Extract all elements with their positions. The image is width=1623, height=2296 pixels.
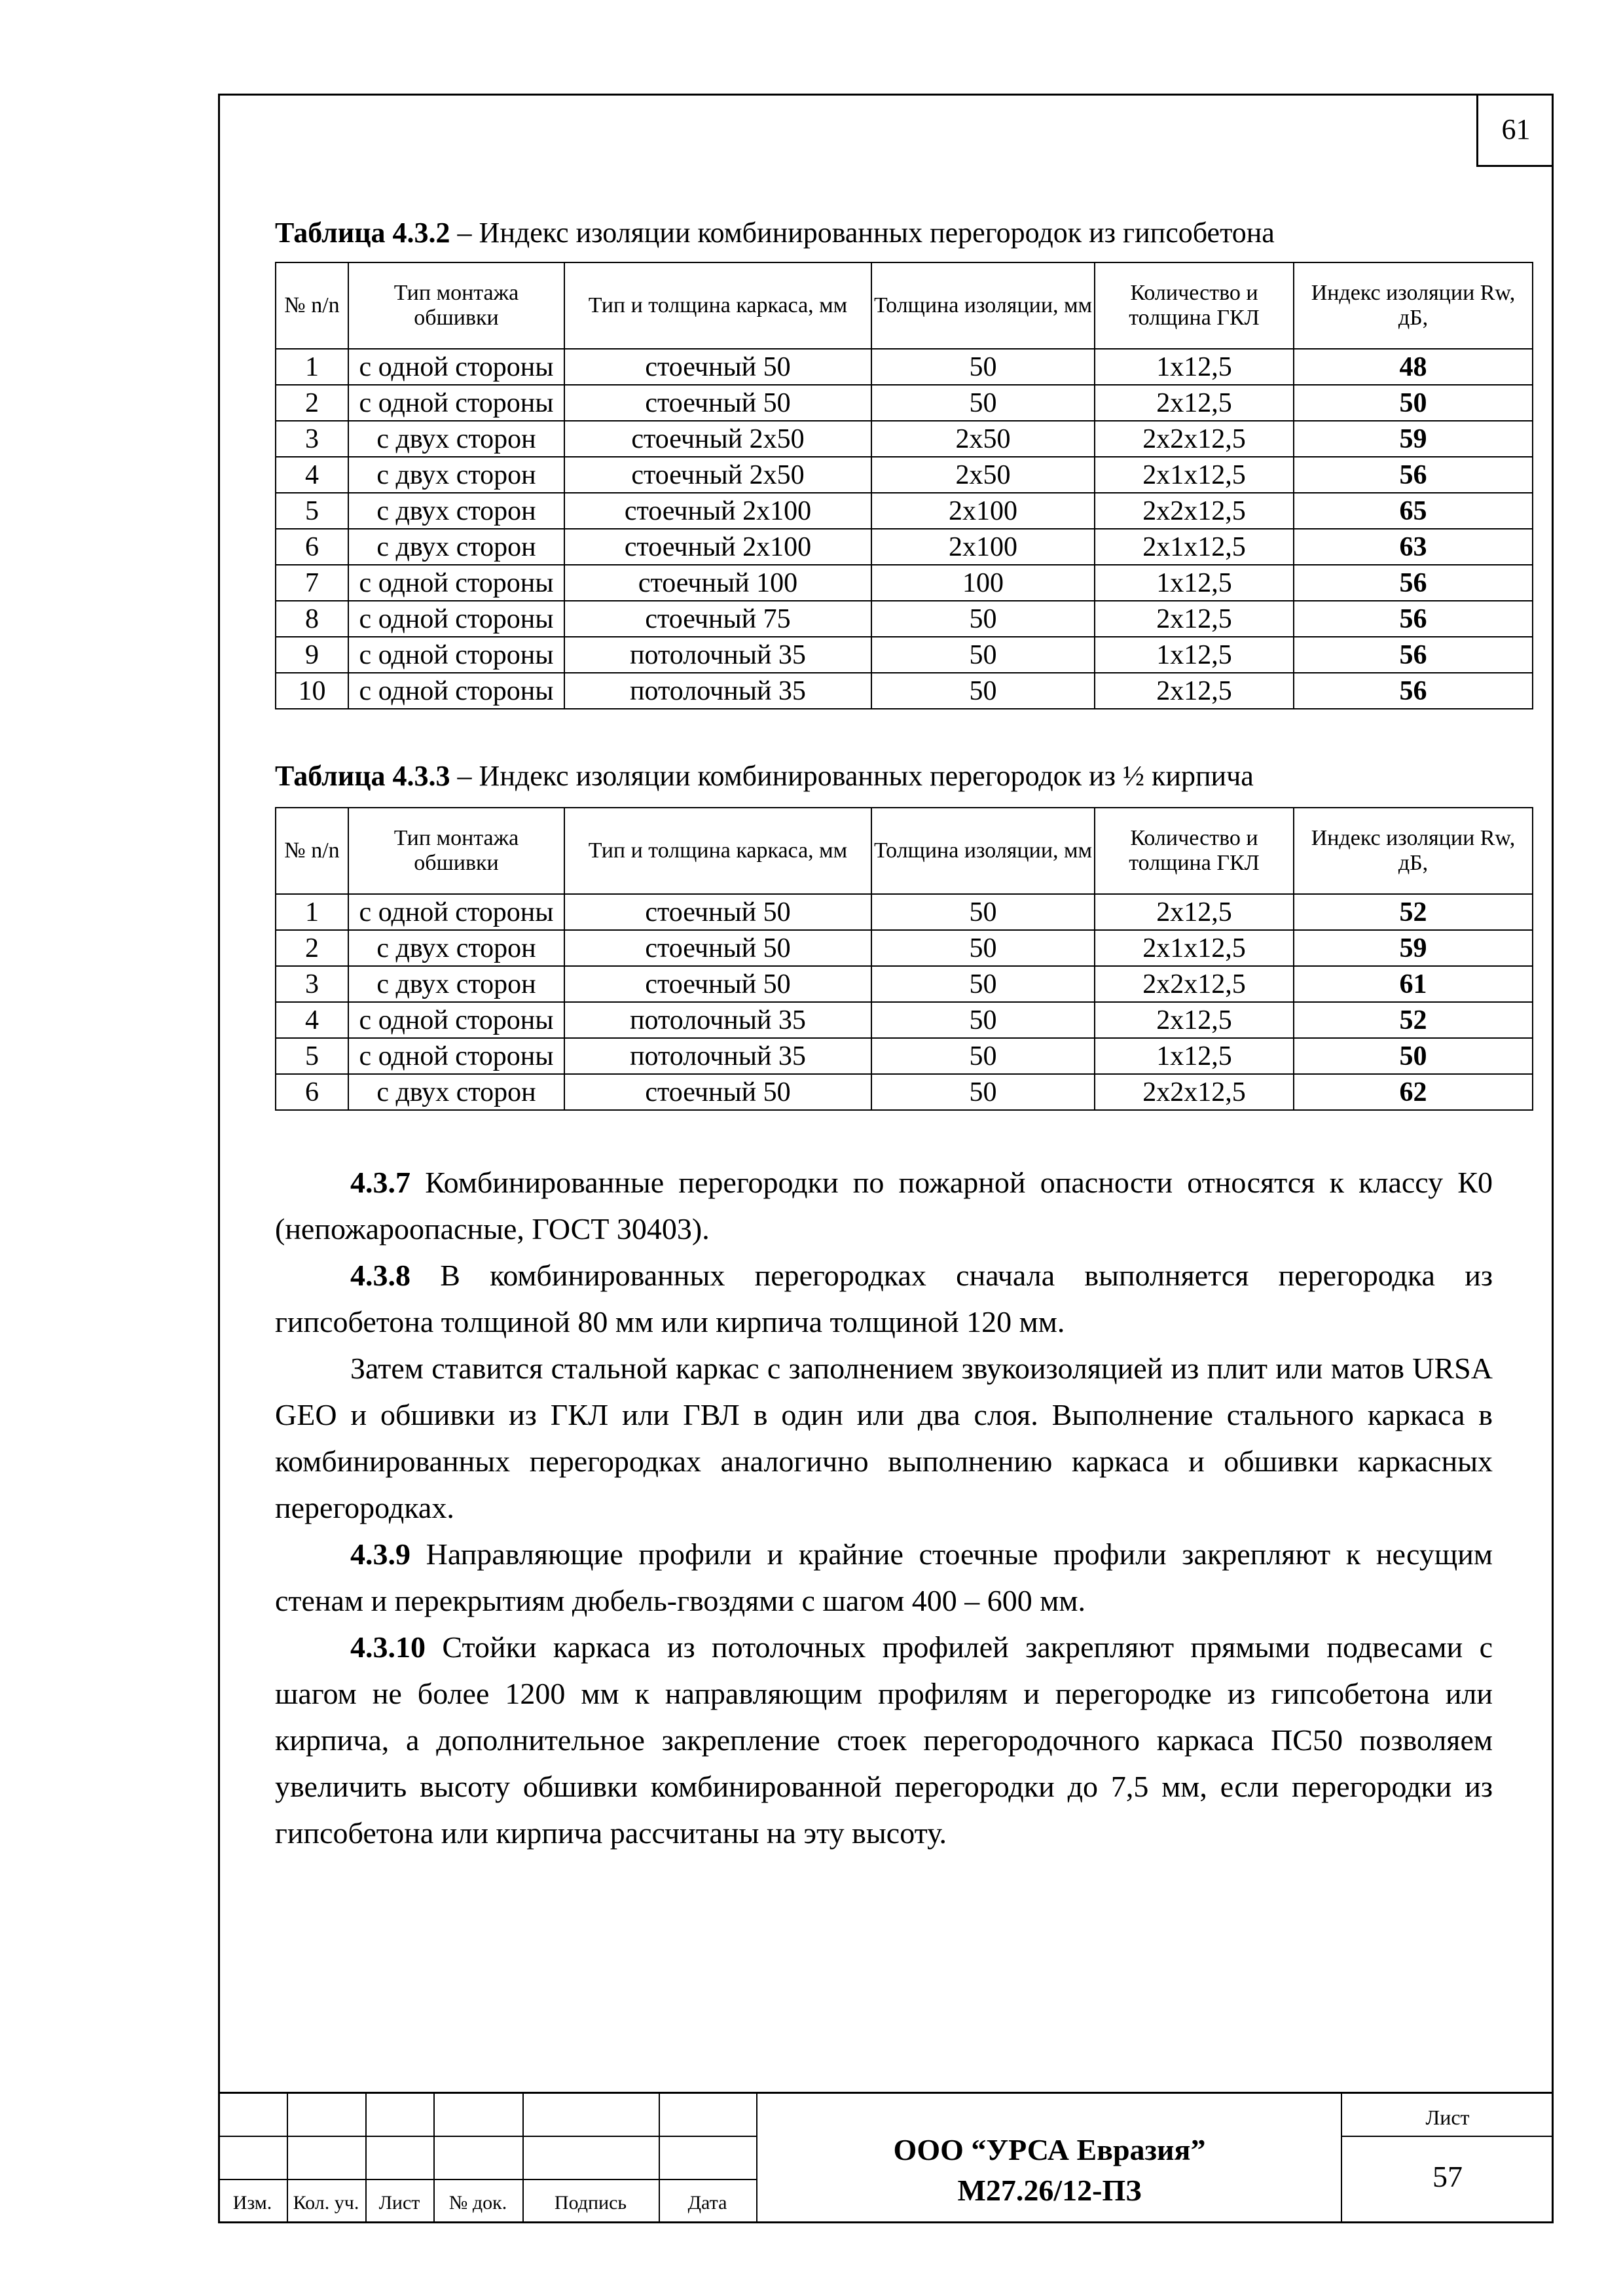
table-cell: с одной стороны	[348, 1002, 564, 1038]
table-cell: с одной стороны	[348, 385, 564, 421]
paragraph-number: 4.3.9	[350, 1537, 410, 1571]
table-row	[276, 1074, 1533, 1110]
table-row	[276, 385, 1533, 421]
table-cell: 50	[871, 930, 1095, 966]
table-cell: 2х2х12,5	[1095, 966, 1294, 1002]
table-caption-2	[275, 759, 1519, 793]
table-cell: 50	[871, 894, 1095, 930]
table-cell: 1х12,5	[1095, 349, 1294, 385]
table-cell: 2х1х12,5	[1095, 529, 1294, 565]
table-cell: 50	[871, 349, 1095, 385]
column-header: Тип и толщина каркаса, мм	[564, 808, 871, 894]
table-cell: 1	[276, 894, 348, 930]
table-cell: 50	[871, 601, 1095, 637]
table-row	[276, 421, 1533, 457]
table-cell: с одной стороны	[348, 673, 564, 709]
table-caption-2-text: – Индекс изоляции комбинированных перегородок из ½ кирпича	[450, 760, 1254, 792]
table-cell: 2х12,5	[1095, 385, 1294, 421]
table-row	[276, 349, 1533, 385]
table-cell: стоечный 50	[564, 1074, 871, 1110]
column-header: Количество и толщина ГКЛ	[1095, 262, 1294, 349]
column-header: Индекс изоляции Rw, дБ,	[1294, 262, 1533, 349]
company-name: ООО “УРСА Евразия”	[893, 2133, 1206, 2166]
table-cell: 1	[276, 349, 348, 385]
table-cell: потолочный 35	[564, 673, 871, 709]
company-block	[758, 2130, 1341, 2211]
paragraph-4-3-8	[275, 1252, 1493, 1345]
table-cell: стоечный 50	[564, 930, 871, 966]
paragraph-number: 4.3.8	[350, 1259, 410, 1292]
table-cell: 50	[871, 1038, 1095, 1074]
column-header: Тип монтажа обшивки	[348, 262, 564, 349]
table-cell: стоечный 2х100	[564, 529, 871, 565]
table-row	[276, 1038, 1533, 1074]
column-header: Индекс изоляции Rw, дБ,	[1294, 808, 1533, 894]
table-cell: 50	[871, 673, 1095, 709]
table-cell: 2х2х12,5	[1095, 421, 1294, 457]
paragraph-number: 4.3.10	[350, 1630, 426, 1664]
paragraph-4-3-7	[275, 1159, 1493, 1252]
table-cell: 50	[871, 1074, 1095, 1110]
table-cell: 59	[1294, 421, 1533, 457]
table-cell: 2х2х12,5	[1095, 493, 1294, 529]
table-cell: стоечный 50	[564, 966, 871, 1002]
table-cell: 61	[1294, 966, 1533, 1002]
table-cell: с двух сторон	[348, 493, 564, 529]
table-cell: 7	[276, 565, 348, 601]
table-cell: стоечный 2х50	[564, 421, 871, 457]
table-caption-1-text: – Индекс изоляции комбинированных перегородок из гипсобетона	[450, 217, 1275, 249]
table-cell: с двух сторон	[348, 1074, 564, 1110]
table-cell: 50	[871, 637, 1095, 673]
table-cell: 56	[1294, 565, 1533, 601]
table-cell: 4	[276, 1002, 348, 1038]
column-header: Количество и толщина ГКЛ	[1095, 808, 1294, 894]
stamp-label-signature: Подпись	[554, 2192, 627, 2214]
table-row	[276, 601, 1533, 637]
stamp-label-change: Изм.	[232, 2192, 272, 2214]
table-header-row	[276, 262, 1533, 349]
sheet-label: Лист	[1425, 2106, 1470, 2129]
table-row	[276, 457, 1533, 493]
paragraph-text: Направляющие профили и крайние стоечные профили закрепляют к несущим стенам и перекрытиям дюбель-гвоздями с шагом 400 – 600 мм.	[275, 1537, 1493, 1617]
column-header: № n/n	[276, 808, 348, 894]
paragraph-4-3-9	[275, 1531, 1493, 1624]
table-cell: стоечный 50	[564, 894, 871, 930]
title-block	[218, 2092, 1554, 2223]
table-cell: 100	[871, 565, 1095, 601]
table-cell: 50	[871, 1002, 1095, 1038]
column-header: Толщина изоляции, мм	[871, 262, 1095, 349]
column-header: Тип монтажа обшивки	[348, 808, 564, 894]
table-cell: 2х1х12,5	[1095, 457, 1294, 493]
table-cell: 50	[871, 966, 1095, 1002]
table-cell: 10	[276, 673, 348, 709]
paragraph-number: 4.3.7	[350, 1166, 410, 1199]
table-cell: 6	[276, 529, 348, 565]
table-cell: 59	[1294, 930, 1533, 966]
table-cell: потолочный 35	[564, 1002, 871, 1038]
table-cell: 56	[1294, 601, 1533, 637]
table-cell: 2	[276, 930, 348, 966]
table-cell: с двух сторон	[348, 930, 564, 966]
table-cell: 63	[1294, 529, 1533, 565]
stamp-label-date: Дата	[687, 2192, 727, 2214]
table-cell: с одной стороны	[348, 894, 564, 930]
paragraph-text: Стойки каркаса из потолочных профилей закрепляют прямыми подвесами с шагом не более 1200 мм к направляющим профилям и перегородке из гипсобетона или кирпича, а дополнительное закрепление стоек перегородочного каркаса ПС50 позволяем увеличить высоту обшивки комбинированной перегородки до 7,5 мм, если перегородки из гипсобетона или кирпича рассчитаны на эту высоту.	[275, 1630, 1493, 1850]
table-row	[276, 930, 1533, 966]
table-row	[276, 673, 1533, 709]
table-cell: 9	[276, 637, 348, 673]
paragraph-text: В комбинированных перегородках сначала выполняется перегородка из гипсобетона толщиной 80 мм или кирпича толщиной 120 мм.	[275, 1259, 1493, 1338]
table-cell: 1х12,5	[1095, 637, 1294, 673]
table-caption-1	[275, 216, 1519, 249]
table-row	[276, 529, 1533, 565]
table-cell: 56	[1294, 457, 1533, 493]
table-cell: 5	[276, 1038, 348, 1074]
table-cell: с одной стороны	[348, 349, 564, 385]
stamp-label-sheet: Лист	[378, 2192, 420, 2214]
stamp-divider	[756, 2094, 757, 2223]
paragraph-frame-description	[275, 1345, 1493, 1531]
stamp-label-qty: Кол. уч.	[293, 2192, 359, 2214]
table-cell: 1х12,5	[1095, 1038, 1294, 1074]
table-cell: 2х12,5	[1095, 601, 1294, 637]
table-header-row	[276, 808, 1533, 894]
table-cell: с одной стороны	[348, 1038, 564, 1074]
paragraph-4-3-10	[275, 1624, 1493, 1856]
table-cell: потолочный 35	[564, 1038, 871, 1074]
stamp-label-doc: № док.	[448, 2192, 507, 2214]
table-cell: 56	[1294, 637, 1533, 673]
table-cell: стоечный 50	[564, 385, 871, 421]
table-cell: стоечный 2х100	[564, 493, 871, 529]
sheet-number: 57	[1432, 2160, 1463, 2193]
table-cell: с одной стороны	[348, 565, 564, 601]
table-cell: стоечный 100	[564, 565, 871, 601]
stamp-row-line	[1341, 2136, 1552, 2137]
table-cell: с одной стороны	[348, 601, 564, 637]
table-cell: с двух сторон	[348, 421, 564, 457]
table-cell: 1х12,5	[1095, 565, 1294, 601]
table-row	[276, 894, 1533, 930]
page-number: 61	[1476, 94, 1554, 167]
table-cell: 2х12,5	[1095, 1002, 1294, 1038]
table-cell: 2х50	[871, 457, 1095, 493]
table-cell: 50	[1294, 1038, 1533, 1074]
stamp-row-line	[218, 2179, 756, 2180]
table-cell: 8	[276, 601, 348, 637]
paragraph-text: Комбинированные перегородки по пожарной опасности относятся к классу К0 (непожароопасные, ГОСТ 30403).	[275, 1166, 1493, 1246]
table-cell: 62	[1294, 1074, 1533, 1110]
column-header: Тип и толщина каркаса, мм	[564, 262, 871, 349]
table-row	[276, 565, 1533, 601]
table-caption-1-number: Таблица 4.3.2	[275, 217, 450, 249]
table-cell: 2х100	[871, 529, 1095, 565]
table-caption-2-number: Таблица 4.3.3	[275, 760, 450, 792]
table-cell: стоечный 2х50	[564, 457, 871, 493]
table-cell: 5	[276, 493, 348, 529]
table-cell: 2х50	[871, 421, 1095, 457]
table-row	[276, 637, 1533, 673]
table-cell: потолочный 35	[564, 637, 871, 673]
table-cell: 50	[1294, 385, 1533, 421]
stamp-row-line	[218, 2136, 756, 2137]
table-cell: 50	[871, 385, 1095, 421]
table-cell: стоечный 75	[564, 601, 871, 637]
table-cell: 2х1х12,5	[1095, 930, 1294, 966]
stamp-divider	[1341, 2094, 1342, 2223]
table-cell: с двух сторон	[348, 529, 564, 565]
table-cell: 4	[276, 457, 348, 493]
table-row	[276, 1002, 1533, 1038]
table-cell: 56	[1294, 673, 1533, 709]
table-cell: с одной стороны	[348, 637, 564, 673]
column-header: Толщина изоляции, мм	[871, 808, 1095, 894]
table-cell: 3	[276, 421, 348, 457]
table-cell: 65	[1294, 493, 1533, 529]
table-cell: 2х2х12,5	[1095, 1074, 1294, 1110]
table-cell: стоечный 50	[564, 349, 871, 385]
table-brick-partitions	[275, 807, 1533, 1111]
table-cell: 52	[1294, 1002, 1533, 1038]
column-header: № n/n	[276, 262, 348, 349]
table-gypsum-partitions	[275, 262, 1533, 709]
table-cell: 2	[276, 385, 348, 421]
table-row	[276, 966, 1533, 1002]
table-cell: 3	[276, 966, 348, 1002]
table-cell: 2х12,5	[1095, 673, 1294, 709]
table-cell: 6	[276, 1074, 348, 1110]
table-cell: 48	[1294, 349, 1533, 385]
table-cell: 52	[1294, 894, 1533, 930]
table-cell: 2х12,5	[1095, 894, 1294, 930]
document-code: М27.26/12-ПЗ	[957, 2174, 1142, 2207]
paragraph-text: Затем ставится стальной каркас с заполнением звукоизоляцией из плит или матов URSA GEO и обшивки из ГКЛ или ГВЛ в один или два слоя. Выполнение стального каркаса в комбинированных перегородках аналогично выполнению каркаса и обшивки каркасных перегородках.	[275, 1352, 1493, 1524]
table-cell: 2х100	[871, 493, 1095, 529]
table-cell: с двух сторон	[348, 966, 564, 1002]
table-row	[276, 493, 1533, 529]
table-cell: с двух сторон	[348, 457, 564, 493]
